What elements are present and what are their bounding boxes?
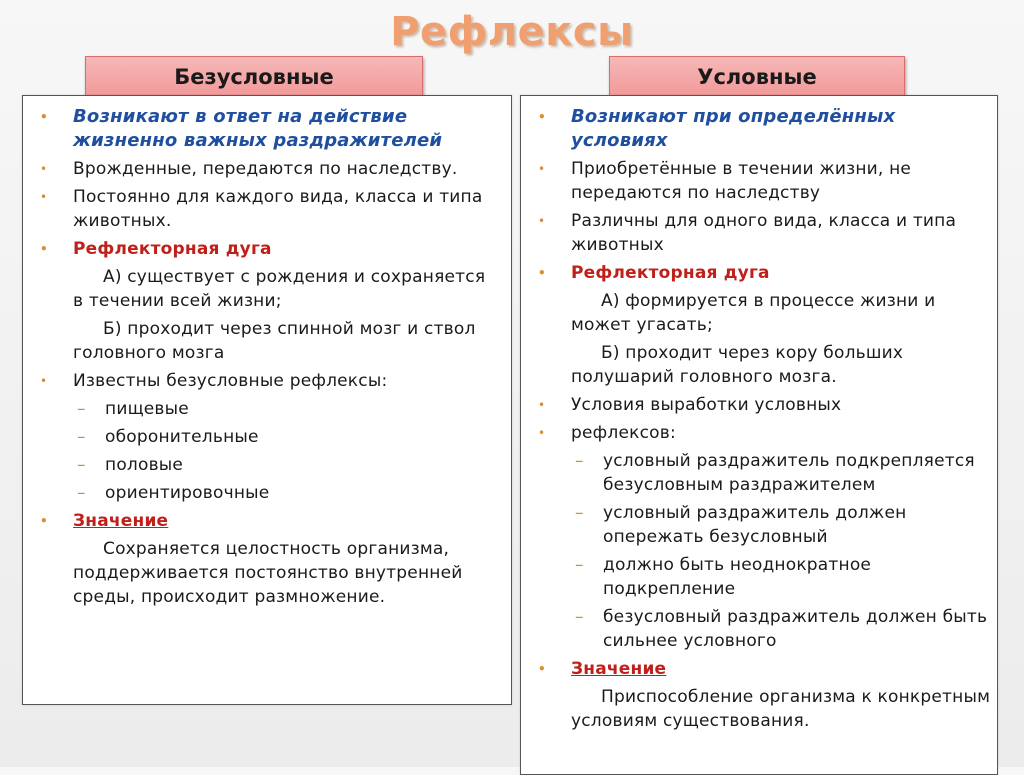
sub-text: Сохраняется целостность организма, поддерживается постоянство внутренней среды, происходит размножение.	[73, 539, 463, 607]
dash-item: – оборонительные	[77, 427, 259, 447]
dash-icon: –	[575, 503, 584, 523]
list-item: • Известны безусловные рефлексы:	[40, 371, 388, 391]
list-item: • Значение	[40, 511, 169, 531]
bullet-icon: •	[40, 190, 48, 204]
list-item: • рефлексов:	[538, 423, 676, 443]
content-conditioned	[538, 105, 993, 737]
list-item: • Постоянно для каждого вида, класса и типа животных.	[40, 187, 483, 231]
list-item: • Возникают в ответ на действие жизненно важных раздражителей	[40, 106, 443, 151]
dash-item: – условный раздражитель должен опережать безусловный	[575, 503, 907, 547]
dash-icon: –	[575, 451, 584, 471]
bullet-icon: •	[538, 398, 546, 412]
header-conditioned: Условные	[609, 56, 905, 96]
dash-icon: –	[77, 399, 86, 419]
dash-item: – ориентировочные	[77, 483, 270, 503]
dash-item: – условный раздражитель подкрепляется безусловным раздражителем	[575, 451, 975, 495]
dash-item: – безусловный раздражитель должен быть сильнее условного	[575, 607, 988, 651]
bullet-icon: •	[40, 110, 48, 124]
bullet-icon: •	[40, 242, 48, 256]
list-item: • Приобретённые в течении жизни, не передаются по наследству	[538, 159, 912, 203]
list-item: • Врожденные, передаются по наследству.	[40, 159, 458, 179]
bullet-icon: •	[538, 266, 546, 280]
dash-icon: –	[77, 427, 86, 447]
list-item: • Рефлекторная дуга	[538, 263, 770, 283]
list-item: • Рефлекторная дуга	[40, 239, 272, 259]
header-unconditioned: Безусловные	[85, 56, 423, 96]
list-item: • Возникают при определённых условиях	[538, 106, 896, 151]
dash-icon: –	[77, 455, 86, 475]
bullet-icon: •	[538, 662, 546, 676]
sub-text: Б) проходит через кору больших полушарий головного мозга.	[571, 343, 904, 387]
bullet-icon: •	[40, 514, 48, 528]
sub-text: А) существует с рождения и сохраняется в течении всей жизни;	[73, 267, 486, 311]
bullet-icon: •	[40, 162, 48, 176]
bullet-icon: •	[538, 214, 546, 228]
list-item: • Различны для одного вида, класса и типа животных	[538, 211, 957, 255]
bullet-icon: •	[538, 426, 546, 440]
list-item: • Значение	[538, 659, 667, 679]
dash-item: – половые	[77, 455, 184, 475]
sub-text: А) формируется в процессе жизни и может угасать;	[571, 291, 936, 335]
bullet-icon: •	[538, 162, 546, 176]
dash-icon: –	[575, 555, 584, 575]
dash-item: – должно быть неоднократное подкрепление	[575, 555, 872, 599]
dash-icon: –	[77, 483, 86, 503]
bullet-icon: •	[40, 374, 48, 388]
sub-text: Б) проходит через спинной мозг и ствол головного мозга	[73, 319, 476, 363]
content-unconditioned	[40, 105, 500, 613]
page-title: Рефлексы	[390, 9, 634, 55]
dash-icon: –	[575, 607, 584, 627]
list-item: • Условия выработки условных	[538, 395, 842, 415]
sub-text: Приспособление организма к конкретным условиям существования.	[571, 687, 991, 731]
dash-item: – пищевые	[77, 399, 189, 419]
bullet-icon: •	[538, 110, 546, 124]
